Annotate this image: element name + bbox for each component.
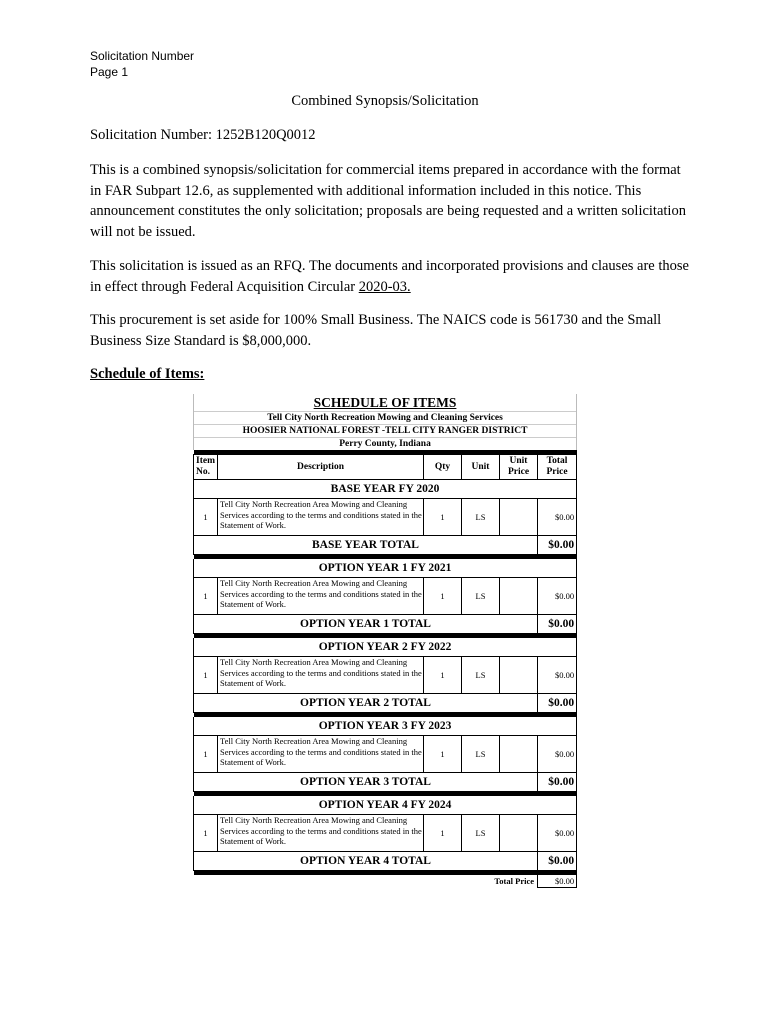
- item-number: 1: [194, 499, 218, 536]
- table-row: [194, 657, 577, 694]
- table-row: [194, 736, 577, 773]
- section-total-amount: $0.00: [538, 694, 577, 713]
- item-qty: 1: [424, 736, 462, 773]
- item-total-price: $0.00: [538, 736, 577, 773]
- header-solicitation-number: Solicitation Number: [90, 49, 195, 63]
- section-total-row: [194, 615, 577, 634]
- section-total-amount: $0.00: [538, 852, 577, 871]
- section-total-row: [194, 536, 577, 555]
- solicitation-number: Solicitation Number: 1252B120Q0012: [90, 127, 316, 143]
- item-qty: 1: [424, 578, 462, 615]
- section-heading: BASE YEAR FY 2020: [194, 480, 577, 499]
- paragraph-intro: [90, 160, 690, 242]
- item-unit-price: [500, 657, 538, 694]
- section-heading-row: [194, 638, 577, 657]
- item-total-price: $0.00: [538, 578, 577, 615]
- section-heading: OPTION YEAR 4 FY 2024: [194, 796, 577, 815]
- schedule-heading: Schedule of Items:: [90, 366, 205, 382]
- table-row: [194, 499, 577, 536]
- schedule-title: SCHEDULE OF ITEMS: [194, 394, 577, 412]
- item-description: Tell City North Recreation Area Mowing and Cleaning Services according to the terms and conditions stated in the Statement of Work.: [218, 499, 424, 536]
- schedule-of-items-table: [193, 394, 576, 888]
- paragraph-rfq: [90, 256, 690, 297]
- paragraph-set-aside: [90, 310, 690, 351]
- section-total-amount: $0.00: [538, 536, 577, 555]
- section-total-label: OPTION YEAR 4 TOTAL: [194, 852, 538, 871]
- item-total-price: $0.00: [538, 657, 577, 694]
- paragraph-intro-text: This is a combined synopsis/solicitation for commercial items prepared in accordance with the format in FAR Subpart 12.6, as supplemented with additional information included in this notice. This announcement constitutes the only solicitation; proposals are being requested and a written solicitation will not be issued.: [90, 162, 686, 240]
- item-unit-price: [500, 815, 538, 852]
- col-header-item: Item No.: [194, 455, 218, 480]
- paragraph-set-aside-text: This procurement is set aside for 100% Small Business. The NAICS code is 561730 and the Small Business Size Standard is $8,000,000.: [90, 312, 662, 349]
- item-unit-price: [500, 499, 538, 536]
- column-header-row: [194, 455, 577, 480]
- item-description: Tell City North Recreation Area Mowing and Cleaning Services according to the terms and conditions stated in the Statement of Work.: [218, 657, 424, 694]
- item-unit-price: [500, 578, 538, 615]
- item-number: 1: [194, 578, 218, 615]
- section-heading-row: [194, 796, 577, 815]
- section-heading: OPTION YEAR 2 FY 2022: [194, 638, 577, 657]
- header-page-number: Page 1: [90, 65, 129, 79]
- section-total-label: OPTION YEAR 3 TOTAL: [194, 773, 538, 792]
- section-heading-row: [194, 480, 577, 499]
- table-row: [194, 815, 577, 852]
- section-total-row: [194, 852, 577, 871]
- section-heading-row: [194, 559, 577, 578]
- col-header-unit: Unit: [462, 455, 500, 480]
- item-number: 1: [194, 736, 218, 773]
- col-header-qty: Qty: [424, 455, 462, 480]
- paragraph-rfq-text: This solicitation is issued as an RFQ. The documents and incorporated provisions and clauses are those in effect through Federal Acquisition Circular: [90, 258, 689, 295]
- col-header-total-price: Total Price: [538, 455, 577, 480]
- section-heading-row: [194, 717, 577, 736]
- section-total-label: OPTION YEAR 2 TOTAL: [194, 694, 538, 713]
- section-total-label: OPTION YEAR 1 TOTAL: [194, 615, 538, 634]
- item-total-price: $0.00: [538, 499, 577, 536]
- far-circular-link: 2020-03.: [358, 278, 411, 295]
- page-header: [90, 48, 194, 80]
- grand-total-row: [194, 875, 577, 888]
- section-total-row: [194, 773, 577, 792]
- section-heading: OPTION YEAR 3 FY 2023: [194, 717, 577, 736]
- item-unit: LS: [462, 578, 500, 615]
- item-description: Tell City North Recreation Area Mowing and Cleaning Services according to the terms and conditions stated in the Statement of Work.: [218, 815, 424, 852]
- item-qty: 1: [424, 657, 462, 694]
- schedule-subtitle-county: Perry County, Indiana: [194, 438, 577, 451]
- section-total-amount: $0.00: [538, 615, 577, 634]
- item-number: 1: [194, 815, 218, 852]
- item-unit: LS: [462, 736, 500, 773]
- item-total-price: $0.00: [538, 815, 577, 852]
- section-heading: OPTION YEAR 1 FY 2021: [194, 559, 577, 578]
- item-description: Tell City North Recreation Area Mowing and Cleaning Services according to the terms and conditions stated in the Statement of Work.: [218, 578, 424, 615]
- section-total-amount: $0.00: [538, 773, 577, 792]
- grand-total-amount: $0.00: [538, 875, 577, 888]
- item-qty: 1: [424, 815, 462, 852]
- schedule-subtitle-project: Tell City North Recreation Mowing and Cleaning Services: [194, 412, 577, 425]
- item-unit: LS: [462, 815, 500, 852]
- schedule-subtitle-forest: HOOSIER NATIONAL FOREST -TELL CITY RANGER DISTRICT: [194, 425, 577, 438]
- grand-total-label: Total Price: [194, 875, 538, 888]
- col-header-description: Description: [218, 455, 424, 480]
- col-header-unit-price: Unit Price: [500, 455, 538, 480]
- section-total-row: [194, 694, 577, 713]
- table-row: [194, 578, 577, 615]
- item-unit: LS: [462, 499, 500, 536]
- item-description: Tell City North Recreation Area Mowing and Cleaning Services according to the terms and conditions stated in the Statement of Work.: [218, 736, 424, 773]
- section-total-label: BASE YEAR TOTAL: [194, 536, 538, 555]
- item-unit-price: [500, 736, 538, 773]
- item-number: 1: [194, 657, 218, 694]
- item-unit: LS: [462, 657, 500, 694]
- document-title: Combined Synopsis/Solicitation: [291, 93, 479, 109]
- item-qty: 1: [424, 499, 462, 536]
